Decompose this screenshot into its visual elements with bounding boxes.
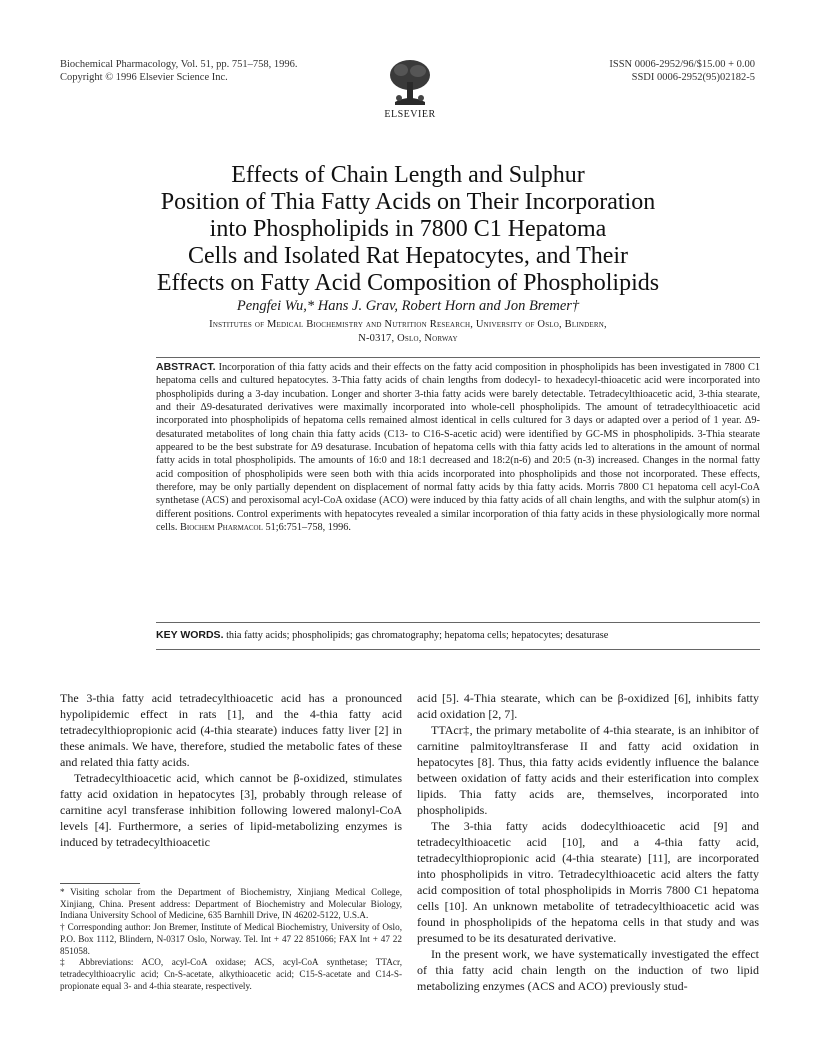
author-list: Pengfei Wu,* Hans J. Grav, Robert Horn and Jon Bremer† bbox=[236, 298, 580, 314]
abstract-top-rule bbox=[156, 357, 760, 358]
title-line: Position of Thia Fatty Acids on Their Incorporation bbox=[160, 189, 656, 215]
keywords bbox=[156, 629, 760, 641]
abstract-label: ABSTRACT. bbox=[156, 361, 216, 373]
abstract bbox=[156, 361, 760, 534]
title-line: Effects on Fatty Acid Composition of Phospholipids bbox=[156, 270, 660, 296]
abstract-text: Incorporation of thia fatty acids and their effects on the fatty acid composition in phospholipids has been investigated in 7800 C1 hepatoma cells and cultured hepatocytes. 3-Thia fatty acids of chain lengths from dodecyl- to hexadecyl-thioacetic acid were incorporated into phospholipids during a 3-day incubation. Longer and shorter 3-thia fatty acids were barely detectable. Tetradecylthioacetic acid, 3-thia stearate, and their Δ9-desaturated derivatives were maximally incorporated into whole-cell phospholipids. The amount of tetradecylthioacetic acid incorporated into phospholipids of hepatoma cells remained almost identical in cells cultured for 3 days or adapted over a period of 1 year. Δ9-desaturated metabolites of long chain thia fatty acids (C13- to C16-S-acetic acid) were identified by GC-MS in phospholipids. 3-Thia stearate appeared to be the best substrate for Δ9 desaturase. Incubation of hepatoma cells with thia fatty acids led to alterations in the amount of normal fatty acids in total phospholipids. The amounts of 16:0 and 18:1 decreased and 18:2(n-6) and 20:5 (n-3) increased. Changes in the normal fatty acid composition of phospholipids were seen both with thia acids incorporated into phospholipids and those not incorporated. These effects, therefore, may be only partially dependent on displacement of normal fatty acids by thia fatty acids. Morris 7800 C1 hepatoma cell acyl-CoA synthetase (ACS) and peroxisomal acyl-CoA oxidase (ACO) were induced by thia fatty acids of all chain lengths, and with the sulphur atom(s) in different positions. Control experiments with hepatocytes revealed a similar incorporation of thia fatty acids in these physiologically more normal cells. bbox=[156, 362, 760, 534]
body-paragraph: In the present work, we have systematically investigated the effect of thia fatty acid chain length on the induction of two lipid metabolizing enzymes (ACS and ACO) previously stud- bbox=[417, 947, 759, 993]
body-paragraph: TTAcr‡, the primary metabolite of 4-thia stearate, is an inhibitor of carnitine palmitoyltransferase II and fatty acid oxidation in hepatocytes [8]. Thus, thia fatty acids evidently influence the balance between oxidation of fatty acids and their esterification into complex lipids. Thia fatty acids are, themselves, incorporated into phospholipids. bbox=[417, 723, 759, 817]
title-line: Cells and Isolated Rat Hepatocytes, and Their bbox=[187, 243, 629, 269]
footnote: ‡ Abbreviations: ACO, acyl-CoA oxidase; ACS, acyl-CoA synthetase; TTAcr, tetradecylthioacrylic acid; Cn-S-acetate, alkythioacetic acid; C15-S-acetate and C14-S-propionate equal 3- and 4-thia stearate, respectively. bbox=[60, 957, 402, 991]
footnote-rule bbox=[60, 883, 140, 884]
copyright-line: Copyright © 1996 Elsevier Science Inc. bbox=[60, 72, 228, 83]
publisher-logo bbox=[377, 58, 443, 120]
article-title bbox=[90, 162, 726, 297]
affiliation-line: Institutes of Medical Biochemistry and Nutrition Research, University of Oslo, Blindern, bbox=[209, 319, 607, 330]
elsevier-tree-icon bbox=[387, 58, 433, 108]
keywords-text: thia fatty acids; phospholipids; gas chromatography; hepatoma cells; hepatocytes; desaturase bbox=[226, 630, 609, 641]
body-column-left bbox=[60, 690, 402, 850]
keywords-bottom-rule bbox=[156, 649, 760, 650]
footnote: † Corresponding author: Jon Bremer, Institute of Medical Biochemistry, University of Oslo, P.O. Box 1112, Blindern, N-0317 Oslo, Norway. Tel. Int + 47 22 851066; FAX Int + 47 22 851058. bbox=[60, 922, 402, 956]
issn-line: ISSN 0006-2952/96/$15.00 + 0.00 bbox=[609, 59, 755, 70]
footnotes bbox=[60, 887, 402, 992]
issn-block bbox=[609, 58, 755, 84]
abstract-citation: Biochem Pharmacol 51;6:751–758, 1996. bbox=[180, 522, 351, 534]
body-paragraph: acid [5]. 4-Thia stearate, which can be β-oxidized [6], inhibits fatty acid oxidation [2, 7]. bbox=[417, 691, 759, 721]
body-paragraph: The 3-thia fatty acid tetradecylthioacetic acid has a pronounced hypolipidemic effect in rats [1], and the 4-thia fatty acid tetradecylthiopropionic acid (4-thia stearate) induces fatty liver [2] in these animals. We have, therefore, studied the metabolic fates of these and related thia fatty acids. bbox=[60, 691, 402, 769]
title-line: Effects of Chain Length and Sulphur bbox=[231, 162, 585, 188]
journal-citation-line: Biochemical Pharmacology, Vol. 51, pp. 751–758, 1996. bbox=[60, 59, 298, 70]
publisher-name: ELSEVIER bbox=[384, 109, 436, 120]
footnote: * Visiting scholar from the Department of Biochemistry, Xinjiang Medical College, Xinjiang, China. Present address: Department of Biochemistry and Molecular Biology, Indiana University School of Medicine, 635 Barnhill Drive, IN 46202-5122, U.S.A. bbox=[60, 887, 402, 921]
title-line: into Phospholipids in 7800 C1 Hepatoma bbox=[209, 216, 607, 242]
body-paragraph: Tetradecylthioacetic acid, which cannot be β-oxidized, stimulates fatty acid oxidation in hepatocytes [3], probably through release of carnitine acyl transferase inhibition following lowered malonyl-CoA levels [4]. Furthermore, a series of lipid-metabolizing enzymes is induced by tetradecylthioacetic bbox=[60, 771, 402, 849]
journal-header bbox=[60, 58, 298, 84]
body-column-right bbox=[417, 690, 759, 994]
affiliation bbox=[120, 318, 696, 346]
affiliation-line: N-0317, Oslo, Norway bbox=[358, 333, 458, 344]
body-paragraph: The 3-thia fatty acids dodecylthioacetic acid [9] and tetradecylthioacetic acid [10], and a 4-thia fatty acid, tetradecylthiopropionic acid (4-thia stearate) [11], are incorporated into phospholipids in vitro. Tetradecylthioacetic acid alters the fatty acid composition of total phospholipids in Morris 7800 C1 hepatoma cells [10]. An unknown metabolite of tetradecylthioacetic acid was found in phospholipids of the hepatoma cells in that study and was presumed to be its desaturated derivative. bbox=[417, 819, 759, 945]
ssdi-line: SSDI 0006-2952(95)02182-5 bbox=[631, 72, 755, 83]
abstract-bottom-rule bbox=[156, 622, 760, 623]
keywords-label: KEY WORDS. bbox=[156, 629, 224, 641]
